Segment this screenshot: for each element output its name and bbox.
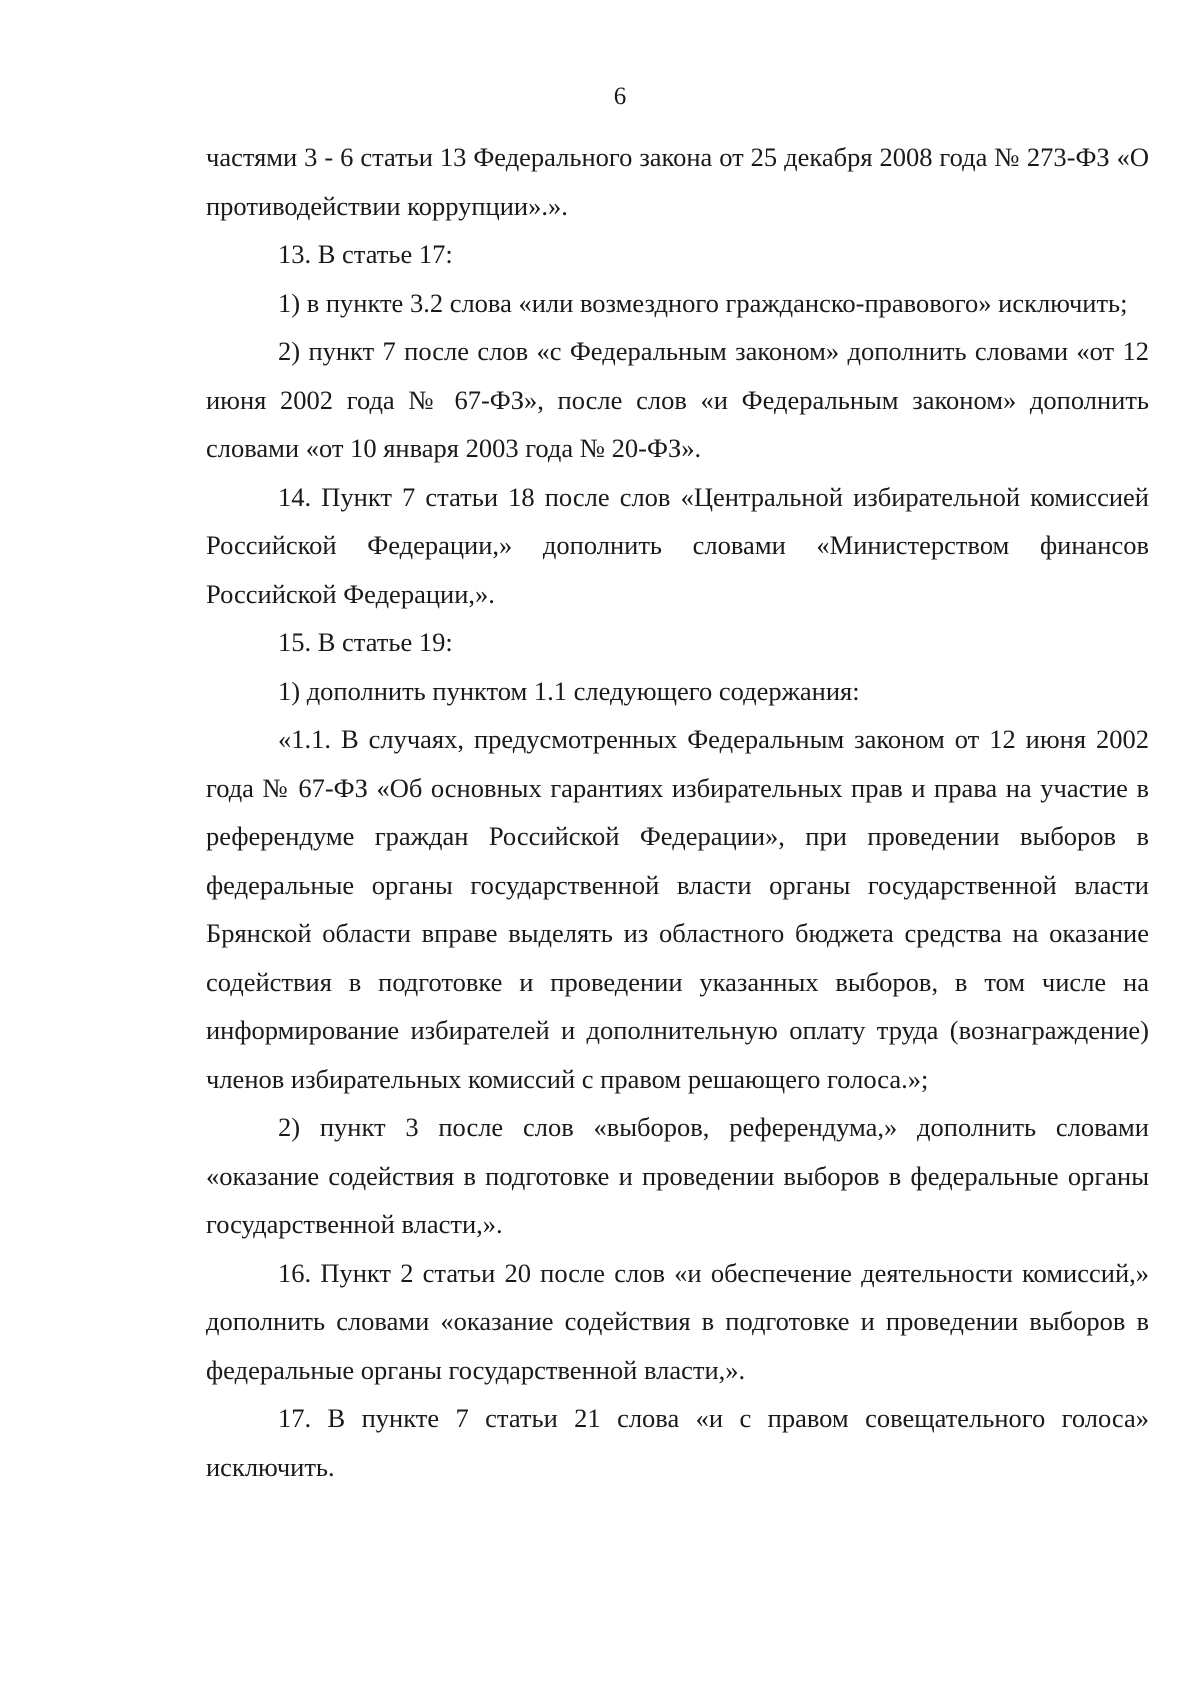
paragraph-item-13-1: 1) в пункте 3.2 слова «или возмездного гражданско-правового» исключить; — [278, 287, 1128, 318]
paragraph-item-14: 14. Пункт 7 статьи 18 после слов «Центральной избирательной комиссией Российской Федерации,» дополнить словами «Министерством финансов Российской Федерации,». — [206, 481, 1149, 609]
paragraph-item-15-2: 2) пункт 3 после слов «выборов, референдума,» дополнить словами «оказание содействия в подготовке и проведении выборов в федеральные органы государственной власти,». — [206, 1112, 1149, 1239]
page-number: 6 — [613, 83, 627, 110]
paragraph-item-17: 17. В пункте 7 статьи 21 слова «и с правом совещательного голоса» исключить. — [206, 1403, 1149, 1482]
paragraph-item-15-1-text: «1.1. В случаях, предусмотренных Федеральным законом от 12 июня 2002 года № 67-ФЗ «Об основных гарантиях избирательных прав и права на участие в референдуме граждан Российской Федерации», при проведении выборов в федеральные органы государственной власти органы государственной власти Брянской области вправе выделять из областного бюджета средства на оказание содействия в подготовке и проведении указанных выборов, в том числе на информирование избирателей и дополнительную оплату труда (вознаграждение) членов избирательных комиссий с правом решающего голоса.»; — [206, 724, 1149, 1094]
paragraph-item-13-2: 2) пункт 7 после слов «с Федеральным законом» дополнить словами «от 12 июня 2002 года № 67-ФЗ», после слов «и Федеральным законом» дополнить словами «от 10 января 2003 года № 20-ФЗ». — [206, 336, 1149, 463]
paragraph-item-15-1: 1) дополнить пунктом 1.1 следующего содержания: — [278, 675, 860, 706]
paragraph-item-16: 16. Пункт 2 статьи 20 после слов «и обеспечение деятельности комиссий,» дополнить словами «оказание содействия в подготовке и проведении выборов в федеральные органы государственной власти,». — [206, 1257, 1149, 1385]
document-body — [206, 133, 1149, 1491]
paragraph-item-13: 13. В статье 17: — [278, 239, 453, 269]
paragraph-item-15: 15. В статье 19: — [278, 627, 453, 657]
paragraph-continuation: частями 3 - 6 статьи 13 Федерального закона от 25 декабря 2008 года № 273-ФЗ «О противодействии коррупции».». — [206, 142, 1149, 221]
